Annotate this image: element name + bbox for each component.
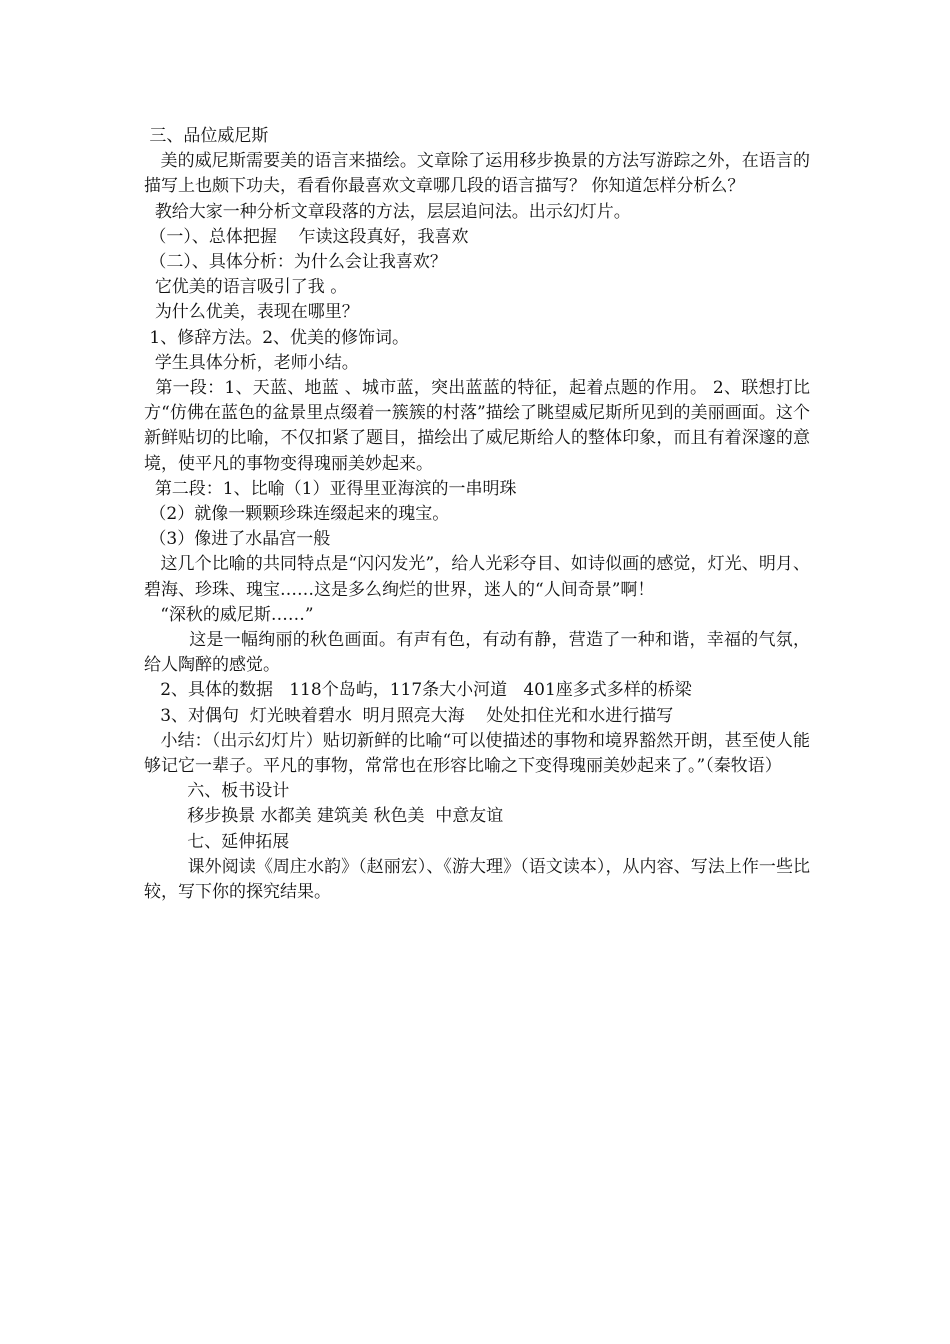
paragraph-extension-content: 课外阅读《周庄水韵》（赵丽宏）、《游大理》（语文读本），从内容、写法上作一些比较，写下你的探究结果。 — [144, 856, 810, 903]
section-heading-board: 六、板书设计 — [144, 781, 290, 802]
paragraph-question: 为什么优美，表现在哪里？ — [144, 302, 359, 323]
document-body — [144, 124, 810, 905]
paragraph-autumn-scene: 这是一幅绚丽的秋色画面。有声有色，有动有静，营造了一种和谐，幸福的气氛，给人陶醉的感觉。 — [144, 630, 810, 676]
paragraph-second-section: 第二段：1、比喻（1）亚得里亚海滨的一串明珠 — [144, 478, 517, 499]
paragraph-method: 教给大家一种分析文章段落的方法，层层追问法。出示幻灯片。 — [144, 201, 631, 222]
paragraph-autumn-quote: “深秋的威尼斯……” — [144, 604, 314, 625]
paragraph-first-section: 第一段：1、天蓝、地蓝 、城市蓝，突出蓝蓝的特征，起着点题的作用。 2、联想打比方“仿佛在蓝色的盆景里点缀着一簇簇的村落”描绘了眺望威尼斯所见到的美丽画面。这个新鲜贴切的比喻，不仅扣紧了题目，描绘出了威尼斯给人的整体印象，而且有着深邃的意境，使平凡的事物变得瑰丽美妙起来。 — [144, 378, 810, 474]
section-heading-extension: 七、延伸拓展 — [144, 831, 290, 852]
paragraph-simile-2: （2）就像一颗颗珍珠连缀起来的瑰宝。 — [144, 504, 450, 525]
paragraph-student-analysis: 学生具体分析，老师小结。 — [144, 352, 359, 373]
paragraph-antithesis: 3、对偶句 灯光映着碧水 明月照亮大海 处处扣住光和水进行描写 — [144, 705, 674, 726]
paragraph-numbers: 2、具体的数据 118个岛屿，117条大小河道 401座多式多样的桥梁 — [144, 680, 692, 701]
paragraph-specific-analysis: （二）、具体分析：为什么会让我喜欢？ — [144, 252, 447, 273]
paragraph-similes-summary: 这几个比喻的共同特点是“闪闪发光”，给人光彩夺目、如诗似画的感觉，灯光、明月、碧海、珍珠、瑰宝……这是多么绚烂的世界，迷人的“人间奇景”啊！ — [144, 554, 810, 600]
paragraph-attraction: 它优美的语言吸引了我 。 — [144, 277, 348, 298]
paragraph-intro: 美的威尼斯需要美的语言来描绘。文章除了运用移步换景的方法写游踪之外，在语言的描写上也颇下功夫，看看你最喜欢文章哪几段的语言描写？ 你知道怎样分析么？ — [144, 151, 810, 197]
paragraph-rhetoric: 1、修辞方法。2、优美的修饰词。 — [144, 327, 410, 348]
paragraph-summary: 小结：（出示幻灯片）贴切新鲜的比喻“可以使描述的事物和境界豁然开朗，甚至使人能够记它一辈子。平凡的事物，常常也在形容比喻之下变得瑰丽美妙起来了。”（秦牧语） — [144, 730, 810, 777]
paragraph-simile-3: （3）像进了水晶宫一般 — [144, 529, 331, 550]
paragraph-overall: （一）、总体把握 乍读这段真好，我喜欢 — [144, 226, 469, 247]
paragraph-board-content: 移步换景 水都美 建筑美 秋色美 中意友谊 — [144, 806, 504, 827]
section-heading-venice: 三、品位威尼斯 — [144, 126, 269, 146]
